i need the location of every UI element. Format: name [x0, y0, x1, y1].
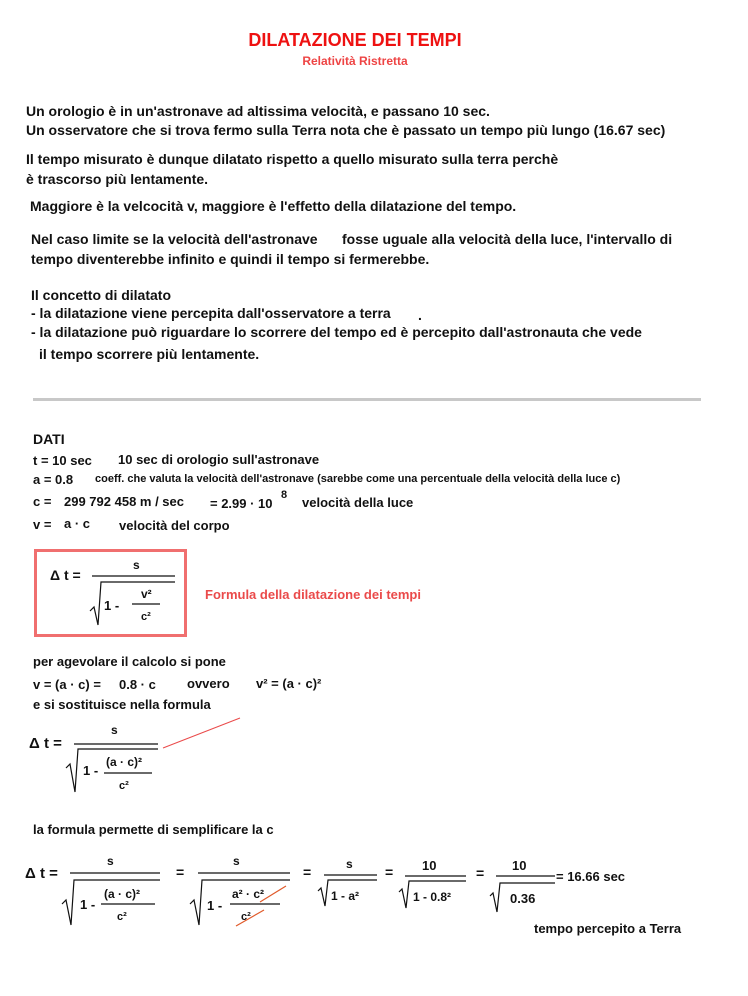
page-subtitle: Relatività Ristretta: [302, 54, 408, 68]
data-v-label: v =: [33, 517, 52, 532]
simplify-f2-one-minus: 1 -: [207, 898, 223, 913]
formula2-c2: c²: [119, 780, 129, 792]
formula-substituted: [0, 700, 300, 800]
calc-v-eq: v = (a · c) =: [33, 677, 101, 692]
simplify-f1-ac2: (a · c)²: [104, 887, 140, 901]
concept-item-2-line1: - la dilatazione può riguardare lo scorrere del tempo ed è percepito dall'astronauta che vede: [31, 324, 642, 340]
calc-subst: e si sostituisce nella formula: [33, 697, 211, 712]
data-c-desc: velocità della luce: [302, 495, 414, 510]
formula2-num: s: [111, 723, 118, 737]
simplify-f4-num: 10: [422, 858, 437, 873]
simplify-f3-num: s: [346, 857, 353, 871]
data-v-desc: velocità del corpo: [119, 518, 230, 533]
simplify-eq-3: =: [385, 864, 394, 880]
result-caption: tempo percepito a Terra: [534, 921, 682, 936]
calc-ovvero: ovvero: [187, 676, 230, 691]
simplify-lhs: Δ t =: [25, 865, 58, 882]
intro-p1-line2: Un osservatore che si trova fermo sulla Terra nota che è passato un tempo più lungo (16.67 sec): [26, 122, 666, 138]
intro-p4-line2: tempo diventerebbe infinito e quindi il tempo si fermerebbe.: [31, 251, 430, 267]
annotation-arrow-line: [163, 718, 240, 748]
simplify-f2-num: s: [233, 854, 240, 868]
data-c-eq: = 2.99 · 10: [210, 496, 273, 511]
concept-title: Il concetto di dilatato: [31, 287, 172, 303]
intro-p2-line2: è trascorso più lentamente.: [26, 171, 209, 187]
formula-num: s: [133, 558, 140, 572]
intro-p4-line1b: fosse uguale alla velocità della luce, l'intervallo di: [342, 231, 673, 247]
simplify-result: = 16.66 sec: [556, 869, 626, 884]
formula-c2: c²: [141, 611, 151, 623]
simplify-f2-c2: c²: [241, 911, 251, 923]
section-divider: [33, 398, 701, 401]
simplify-f4-den: 1 - 0.8²: [413, 890, 452, 904]
data-c-value: 299 792 458 m / sec: [64, 494, 184, 509]
concept-item-2-line2: il tempo scorrere più lentamente.: [39, 346, 260, 362]
intro-p4-line1a: Nel caso limite se la velocità dell'astronave: [31, 231, 318, 247]
intro-p3: Maggiore è la velcocità v, maggiore è l'effetto della dilatazione del tempo.: [30, 198, 517, 214]
formula-caption: Formula della dilatazione dei tempi: [205, 587, 421, 602]
simplify-f1-num: s: [107, 854, 114, 868]
calc-intro: per agevolare il calcolo si pone: [33, 654, 226, 669]
formula2-lhs: Δ t =: [29, 735, 62, 752]
data-heading: DATI: [33, 431, 65, 447]
simplify-intro: la formula permette di semplificare la c: [33, 822, 274, 837]
data-a-label: a = 0.8: [33, 472, 74, 487]
simplify-f2-a2c2: a² · c²: [232, 887, 265, 901]
formula-lhs: Δ t =: [50, 567, 81, 583]
data-c-label: c =: [33, 494, 52, 509]
data-t-desc: 10 sec di orologio sull'astronave: [118, 452, 320, 467]
simplify-eq-4: =: [476, 865, 485, 881]
calc-v-val: 0.8 · c: [119, 677, 156, 692]
simplify-f3-den: 1 - a²: [331, 889, 360, 903]
concept-item-1-dot: .: [418, 307, 422, 323]
formula2-one-minus: 1 -: [83, 763, 99, 778]
simplify-f5-num: 10: [512, 858, 527, 873]
data-t-label: t = 10 sec: [33, 453, 92, 468]
formula-box-graphic: [34, 549, 187, 637]
simplify-eq-1: =: [176, 864, 185, 880]
calc-v2-eq: v² = (a · c)²: [256, 676, 322, 691]
intro-p1-line1: Un orologio è in un'astronave ad altissima velocità, e passano 10 sec.: [26, 103, 490, 119]
data-c-exp: 8: [281, 489, 288, 501]
concept-item-1: - la dilatazione viene percepita dall'osservatore a terra: [31, 305, 391, 321]
data-a-desc: coeff. che valuta la velocità dell'astronave (sarebbe come una percentuale della velocità della luce c): [95, 473, 621, 485]
formula-v2: v²: [141, 587, 152, 601]
simplify-f1-c2: c²: [117, 911, 127, 923]
simplify-eq-2: =: [303, 864, 312, 880]
data-v-value: a · c: [64, 516, 91, 531]
page-title: DILATAZIONE DEI TEMPI: [248, 30, 462, 50]
formula-one-minus: 1 -: [104, 598, 120, 613]
intro-p2-line1: Il tempo misurato è dunque dilatato rispetto a quello misurato sulla terra perchè: [26, 151, 559, 167]
simplify-f5-den: 0.36: [510, 891, 536, 906]
simplify-f1-one-minus: 1 -: [80, 897, 96, 912]
formula2-ac2: (a · c)²: [106, 755, 142, 769]
